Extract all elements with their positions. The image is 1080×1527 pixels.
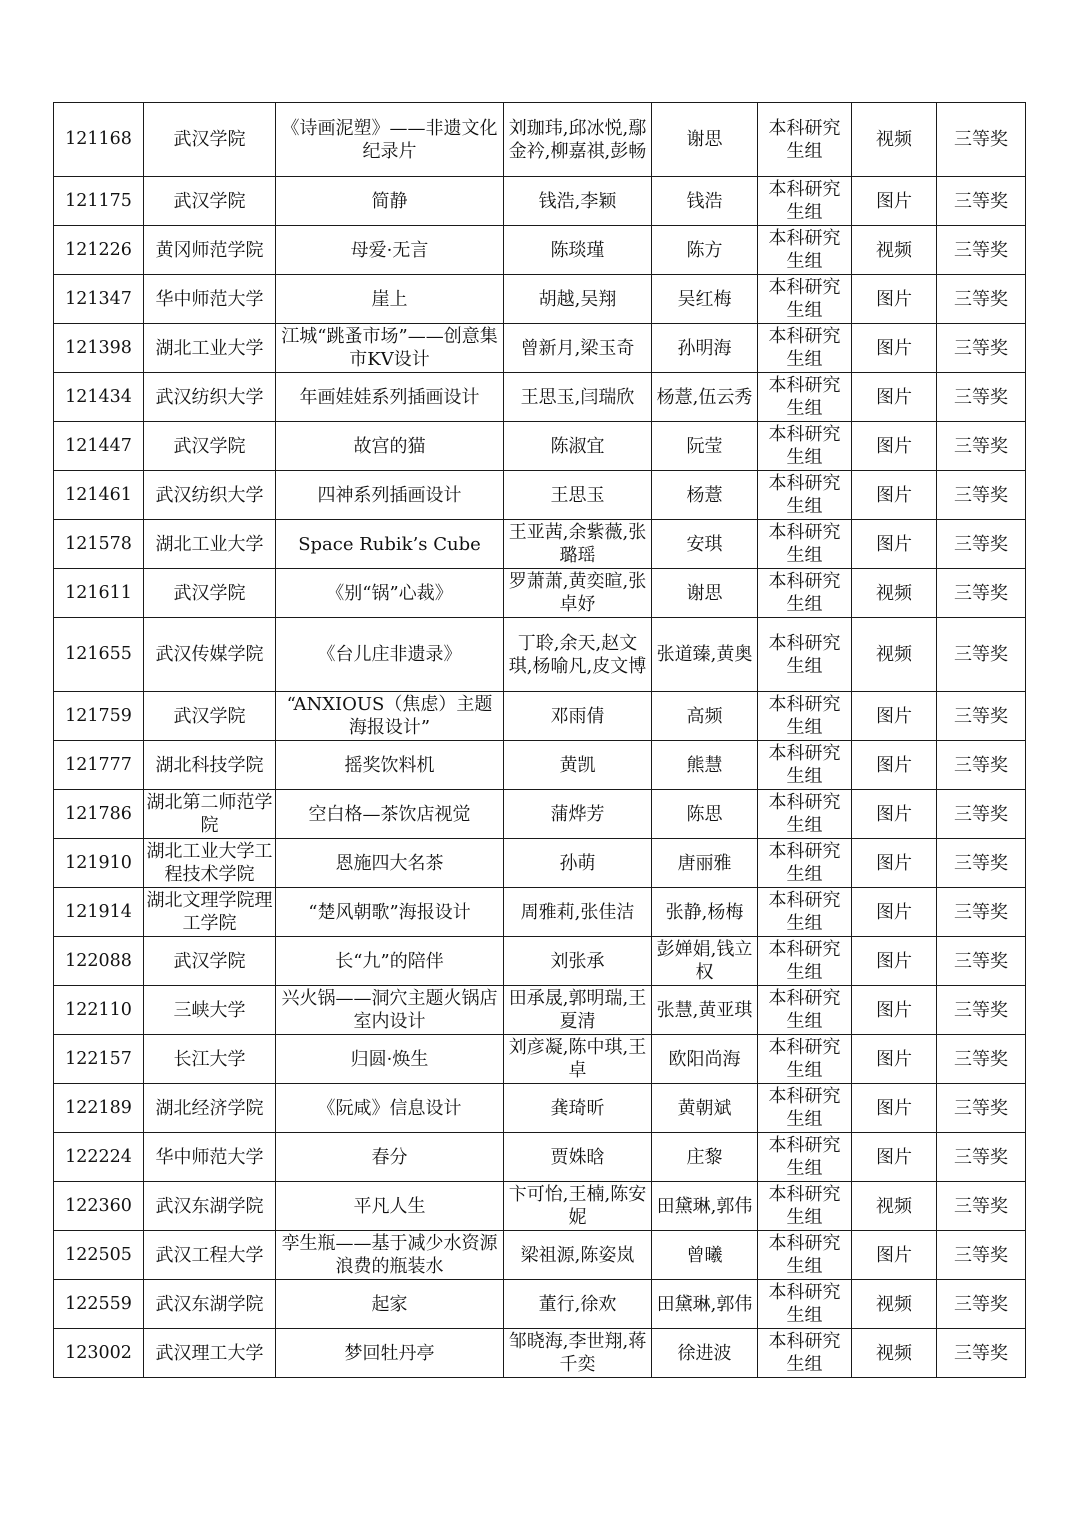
- table-row: [54, 692, 1026, 741]
- award-cell: 三等奖: [937, 1133, 1026, 1182]
- type-cell: 图片: [852, 1231, 937, 1280]
- award-cell: 三等奖: [937, 226, 1026, 275]
- award-cell: 三等奖: [937, 1084, 1026, 1133]
- award-cell: 三等奖: [937, 839, 1026, 888]
- authors-cell: 黄凯: [504, 741, 652, 790]
- advisor-cell: 钱浩: [652, 177, 758, 226]
- table-row: [54, 1329, 1026, 1378]
- award-cell: 三等奖: [937, 618, 1026, 692]
- type-cell: 视频: [852, 569, 937, 618]
- type-cell: 视频: [852, 1182, 937, 1231]
- group-cell: 本科研究生组: [758, 520, 852, 569]
- award-cell: 三等奖: [937, 103, 1026, 177]
- table-row: [54, 986, 1026, 1035]
- award-cell: 三等奖: [937, 324, 1026, 373]
- advisor-cell: 安琪: [652, 520, 758, 569]
- title-cell: 春分: [276, 1133, 504, 1182]
- title-cell: “ANXIOUS（焦虑）主题海报设计”: [276, 692, 504, 741]
- authors-cell: 刘张承: [504, 937, 652, 986]
- advisor-cell: 熊慧: [652, 741, 758, 790]
- award-cell: 三等奖: [937, 1182, 1026, 1231]
- entry-id-cell: 122189: [54, 1084, 144, 1133]
- authors-cell: 卞可怡,王楠,陈安妮: [504, 1182, 652, 1231]
- authors-cell: 孙萌: [504, 839, 652, 888]
- title-cell: 空白格—茶饮店视觉: [276, 790, 504, 839]
- authors-cell: 邓雨倩: [504, 692, 652, 741]
- award-cell: 三等奖: [937, 1035, 1026, 1084]
- group-cell: 本科研究生组: [758, 888, 852, 937]
- school-cell: 三峡大学: [144, 986, 276, 1035]
- award-cell: 三等奖: [937, 888, 1026, 937]
- title-cell: 恩施四大名茶: [276, 839, 504, 888]
- type-cell: 图片: [852, 471, 937, 520]
- entry-id-cell: 121759: [54, 692, 144, 741]
- table-row: [54, 618, 1026, 692]
- entry-id-cell: 121777: [54, 741, 144, 790]
- table-row: [54, 103, 1026, 177]
- type-cell: 图片: [852, 1084, 937, 1133]
- school-cell: 武汉东湖学院: [144, 1280, 276, 1329]
- entry-id-cell: 121398: [54, 324, 144, 373]
- authors-cell: 陈琰瑾: [504, 226, 652, 275]
- advisor-cell: 田黛琳,郭伟: [652, 1182, 758, 1231]
- title-cell: 兴火锅——洞穴主题火锅店室内设计: [276, 986, 504, 1035]
- entry-id-cell: 121168: [54, 103, 144, 177]
- entry-id-cell: 121578: [54, 520, 144, 569]
- entry-id-cell: 121434: [54, 373, 144, 422]
- title-cell: 《阮咸》信息设计: [276, 1084, 504, 1133]
- title-cell: 《别“锅”心裁》: [276, 569, 504, 618]
- advisor-cell: 田黛琳,郭伟: [652, 1280, 758, 1329]
- type-cell: 视频: [852, 1280, 937, 1329]
- authors-cell: 田承晟,郭明瑞,王夏清: [504, 986, 652, 1035]
- table-row: [54, 471, 1026, 520]
- table-row: [54, 275, 1026, 324]
- award-cell: 三等奖: [937, 569, 1026, 618]
- entry-id-cell: 121786: [54, 790, 144, 839]
- advisor-cell: 黄朝斌: [652, 1084, 758, 1133]
- award-cell: 三等奖: [937, 471, 1026, 520]
- school-cell: 华中师范大学: [144, 275, 276, 324]
- school-cell: 武汉学院: [144, 692, 276, 741]
- group-cell: 本科研究生组: [758, 1329, 852, 1378]
- advisor-cell: 张道臻,黄奥: [652, 618, 758, 692]
- table-row: [54, 1084, 1026, 1133]
- group-cell: 本科研究生组: [758, 1133, 852, 1182]
- group-cell: 本科研究生组: [758, 373, 852, 422]
- authors-cell: 丁聆,余天,赵文琪,杨喻凡,皮文博: [504, 618, 652, 692]
- advisor-cell: 高频: [652, 692, 758, 741]
- table-row: [54, 1133, 1026, 1182]
- entry-id-cell: 123002: [54, 1329, 144, 1378]
- award-cell: 三等奖: [937, 422, 1026, 471]
- award-cell: 三等奖: [937, 1231, 1026, 1280]
- authors-cell: 曾新月,梁玉奇: [504, 324, 652, 373]
- advisor-cell: 欧阳尚海: [652, 1035, 758, 1084]
- table-row: [54, 1035, 1026, 1084]
- entry-id-cell: 122224: [54, 1133, 144, 1182]
- group-cell: 本科研究生组: [758, 1182, 852, 1231]
- school-cell: 湖北文理学院理工学院: [144, 888, 276, 937]
- title-cell: 故宫的猫: [276, 422, 504, 471]
- type-cell: 图片: [852, 275, 937, 324]
- entry-id-cell: 122559: [54, 1280, 144, 1329]
- entry-id-cell: 121175: [54, 177, 144, 226]
- school-cell: 武汉学院: [144, 937, 276, 986]
- title-cell: 平凡人生: [276, 1182, 504, 1231]
- title-cell: 崖上: [276, 275, 504, 324]
- entry-id-cell: 121347: [54, 275, 144, 324]
- group-cell: 本科研究生组: [758, 618, 852, 692]
- advisor-cell: 唐丽雅: [652, 839, 758, 888]
- table-row: [54, 520, 1026, 569]
- table-row: [54, 569, 1026, 618]
- group-cell: 本科研究生组: [758, 937, 852, 986]
- entry-id-cell: 121461: [54, 471, 144, 520]
- entry-id-cell: 122157: [54, 1035, 144, 1084]
- school-cell: 黄冈师范学院: [144, 226, 276, 275]
- award-cell: 三等奖: [937, 692, 1026, 741]
- authors-cell: 刘珈玮,邱冰悦,鄢金衿,柳嘉祺,彭畅: [504, 103, 652, 177]
- school-cell: 武汉学院: [144, 422, 276, 471]
- group-cell: 本科研究生组: [758, 471, 852, 520]
- award-cell: 三等奖: [937, 1329, 1026, 1378]
- entry-id-cell: 122505: [54, 1231, 144, 1280]
- type-cell: 图片: [852, 839, 937, 888]
- advisor-cell: 陈思: [652, 790, 758, 839]
- advisor-cell: 徐进波: [652, 1329, 758, 1378]
- advisor-cell: 杨薏: [652, 471, 758, 520]
- table-row: [54, 324, 1026, 373]
- authors-cell: 周雅莉,张佳洁: [504, 888, 652, 937]
- authors-cell: 钱浩,李颖: [504, 177, 652, 226]
- title-cell: 母爱·无言: [276, 226, 504, 275]
- school-cell: 武汉东湖学院: [144, 1182, 276, 1231]
- school-cell: 长江大学: [144, 1035, 276, 1084]
- entry-id-cell: 121611: [54, 569, 144, 618]
- type-cell: 图片: [852, 373, 937, 422]
- table-row: [54, 226, 1026, 275]
- table-row: [54, 1231, 1026, 1280]
- group-cell: 本科研究生组: [758, 103, 852, 177]
- type-cell: 图片: [852, 1133, 937, 1182]
- authors-cell: 邹晓海,李世翔,蒋千奕: [504, 1329, 652, 1378]
- advisor-cell: 谢思: [652, 569, 758, 618]
- school-cell: 湖北工业大学: [144, 520, 276, 569]
- authors-cell: 贾姝晗: [504, 1133, 652, 1182]
- group-cell: 本科研究生组: [758, 741, 852, 790]
- table-row: [54, 1182, 1026, 1231]
- entry-id-cell: 121910: [54, 839, 144, 888]
- award-cell: 三等奖: [937, 790, 1026, 839]
- title-cell: 《台儿庄非遗录》: [276, 618, 504, 692]
- group-cell: 本科研究生组: [758, 790, 852, 839]
- school-cell: 武汉学院: [144, 177, 276, 226]
- advisor-cell: 谢思: [652, 103, 758, 177]
- entry-id-cell: 122110: [54, 986, 144, 1035]
- type-cell: 图片: [852, 986, 937, 1035]
- table-body: [54, 103, 1026, 1378]
- type-cell: 视频: [852, 618, 937, 692]
- table-row: [54, 790, 1026, 839]
- authors-cell: 罗萧萧,黄奕暄,张卓妤: [504, 569, 652, 618]
- title-cell: 摇奖饮料机: [276, 741, 504, 790]
- entry-id-cell: 121914: [54, 888, 144, 937]
- entry-id-cell: 121226: [54, 226, 144, 275]
- authors-cell: 梁祖源,陈姿岚: [504, 1231, 652, 1280]
- type-cell: 图片: [852, 1035, 937, 1084]
- authors-cell: 王思玉: [504, 471, 652, 520]
- award-cell: 三等奖: [937, 986, 1026, 1035]
- advisor-cell: 陈方: [652, 226, 758, 275]
- group-cell: 本科研究生组: [758, 1084, 852, 1133]
- title-cell: 江城“跳蚤市场”——创意集市KV设计: [276, 324, 504, 373]
- group-cell: 本科研究生组: [758, 1035, 852, 1084]
- title-cell: 归圆·焕生: [276, 1035, 504, 1084]
- entry-id-cell: 122360: [54, 1182, 144, 1231]
- advisor-cell: 曾曦: [652, 1231, 758, 1280]
- award-cell: 三等奖: [937, 373, 1026, 422]
- school-cell: 武汉纺织大学: [144, 373, 276, 422]
- authors-cell: 胡越,吴翔: [504, 275, 652, 324]
- advisor-cell: 阮莹: [652, 422, 758, 471]
- school-cell: 湖北第二师范学院: [144, 790, 276, 839]
- title-cell: 起家: [276, 1280, 504, 1329]
- school-cell: 武汉学院: [144, 103, 276, 177]
- advisor-cell: 孙明海: [652, 324, 758, 373]
- type-cell: 视频: [852, 226, 937, 275]
- authors-cell: 王思玉,闫瑞欣: [504, 373, 652, 422]
- school-cell: 湖北工业大学工程技术学院: [144, 839, 276, 888]
- table-row: [54, 373, 1026, 422]
- type-cell: 图片: [852, 324, 937, 373]
- authors-cell: 王亚茜,余紫薇,张璐瑶: [504, 520, 652, 569]
- authors-cell: 蒲烨芳: [504, 790, 652, 839]
- entry-id-cell: 121655: [54, 618, 144, 692]
- school-cell: 武汉纺织大学: [144, 471, 276, 520]
- school-cell: 华中师范大学: [144, 1133, 276, 1182]
- table-row: [54, 937, 1026, 986]
- group-cell: 本科研究生组: [758, 692, 852, 741]
- type-cell: 图片: [852, 888, 937, 937]
- title-cell: “楚风朝歌”海报设计: [276, 888, 504, 937]
- entry-id-cell: 121447: [54, 422, 144, 471]
- group-cell: 本科研究生组: [758, 1231, 852, 1280]
- advisor-cell: 张静,杨梅: [652, 888, 758, 937]
- authors-cell: 刘彦凝,陈中琪,王卓: [504, 1035, 652, 1084]
- title-cell: 年画娃娃系列插画设计: [276, 373, 504, 422]
- title-cell: 梦回牡丹亭: [276, 1329, 504, 1378]
- group-cell: 本科研究生组: [758, 275, 852, 324]
- title-cell: Space Rubik’s Cube: [276, 520, 504, 569]
- award-cell: 三等奖: [937, 741, 1026, 790]
- title-cell: 孪生瓶——基于减少水资源浪费的瓶装水: [276, 1231, 504, 1280]
- table-row: [54, 888, 1026, 937]
- type-cell: 视频: [852, 1329, 937, 1378]
- award-cell: 三等奖: [937, 177, 1026, 226]
- awards-table: [53, 102, 1026, 1378]
- school-cell: 武汉学院: [144, 569, 276, 618]
- title-cell: 长“九”的陪伴: [276, 937, 504, 986]
- group-cell: 本科研究生组: [758, 422, 852, 471]
- group-cell: 本科研究生组: [758, 839, 852, 888]
- type-cell: 视频: [852, 103, 937, 177]
- entry-id-cell: 122088: [54, 937, 144, 986]
- award-cell: 三等奖: [937, 520, 1026, 569]
- authors-cell: 董行,徐欢: [504, 1280, 652, 1329]
- group-cell: 本科研究生组: [758, 1280, 852, 1329]
- title-cell: 四神系列插画设计: [276, 471, 504, 520]
- type-cell: 图片: [852, 422, 937, 471]
- group-cell: 本科研究生组: [758, 569, 852, 618]
- award-cell: 三等奖: [937, 1280, 1026, 1329]
- title-cell: 《诗画泥塑》——非遗文化纪录片: [276, 103, 504, 177]
- authors-cell: 龚琦昕: [504, 1084, 652, 1133]
- type-cell: 图片: [852, 177, 937, 226]
- advisor-cell: 庄黎: [652, 1133, 758, 1182]
- table-row: [54, 839, 1026, 888]
- table-row: [54, 177, 1026, 226]
- type-cell: 图片: [852, 520, 937, 569]
- group-cell: 本科研究生组: [758, 324, 852, 373]
- table-row: [54, 741, 1026, 790]
- type-cell: 图片: [852, 692, 937, 741]
- advisor-cell: 张慧,黄亚琪: [652, 986, 758, 1035]
- type-cell: 图片: [852, 790, 937, 839]
- group-cell: 本科研究生组: [758, 177, 852, 226]
- school-cell: 湖北科技学院: [144, 741, 276, 790]
- title-cell: 简静: [276, 177, 504, 226]
- authors-cell: 陈淑宜: [504, 422, 652, 471]
- group-cell: 本科研究生组: [758, 226, 852, 275]
- school-cell: 武汉理工大学: [144, 1329, 276, 1378]
- school-cell: 湖北工业大学: [144, 324, 276, 373]
- advisor-cell: 吴红梅: [652, 275, 758, 324]
- advisor-cell: 彭婵娟,钱立权: [652, 937, 758, 986]
- group-cell: 本科研究生组: [758, 986, 852, 1035]
- advisor-cell: 杨薏,伍云秀: [652, 373, 758, 422]
- table-row: [54, 1280, 1026, 1329]
- type-cell: 图片: [852, 741, 937, 790]
- school-cell: 武汉工程大学: [144, 1231, 276, 1280]
- school-cell: 武汉传媒学院: [144, 618, 276, 692]
- type-cell: 图片: [852, 937, 937, 986]
- award-cell: 三等奖: [937, 937, 1026, 986]
- table-row: [54, 422, 1026, 471]
- school-cell: 湖北经济学院: [144, 1084, 276, 1133]
- award-cell: 三等奖: [937, 275, 1026, 324]
